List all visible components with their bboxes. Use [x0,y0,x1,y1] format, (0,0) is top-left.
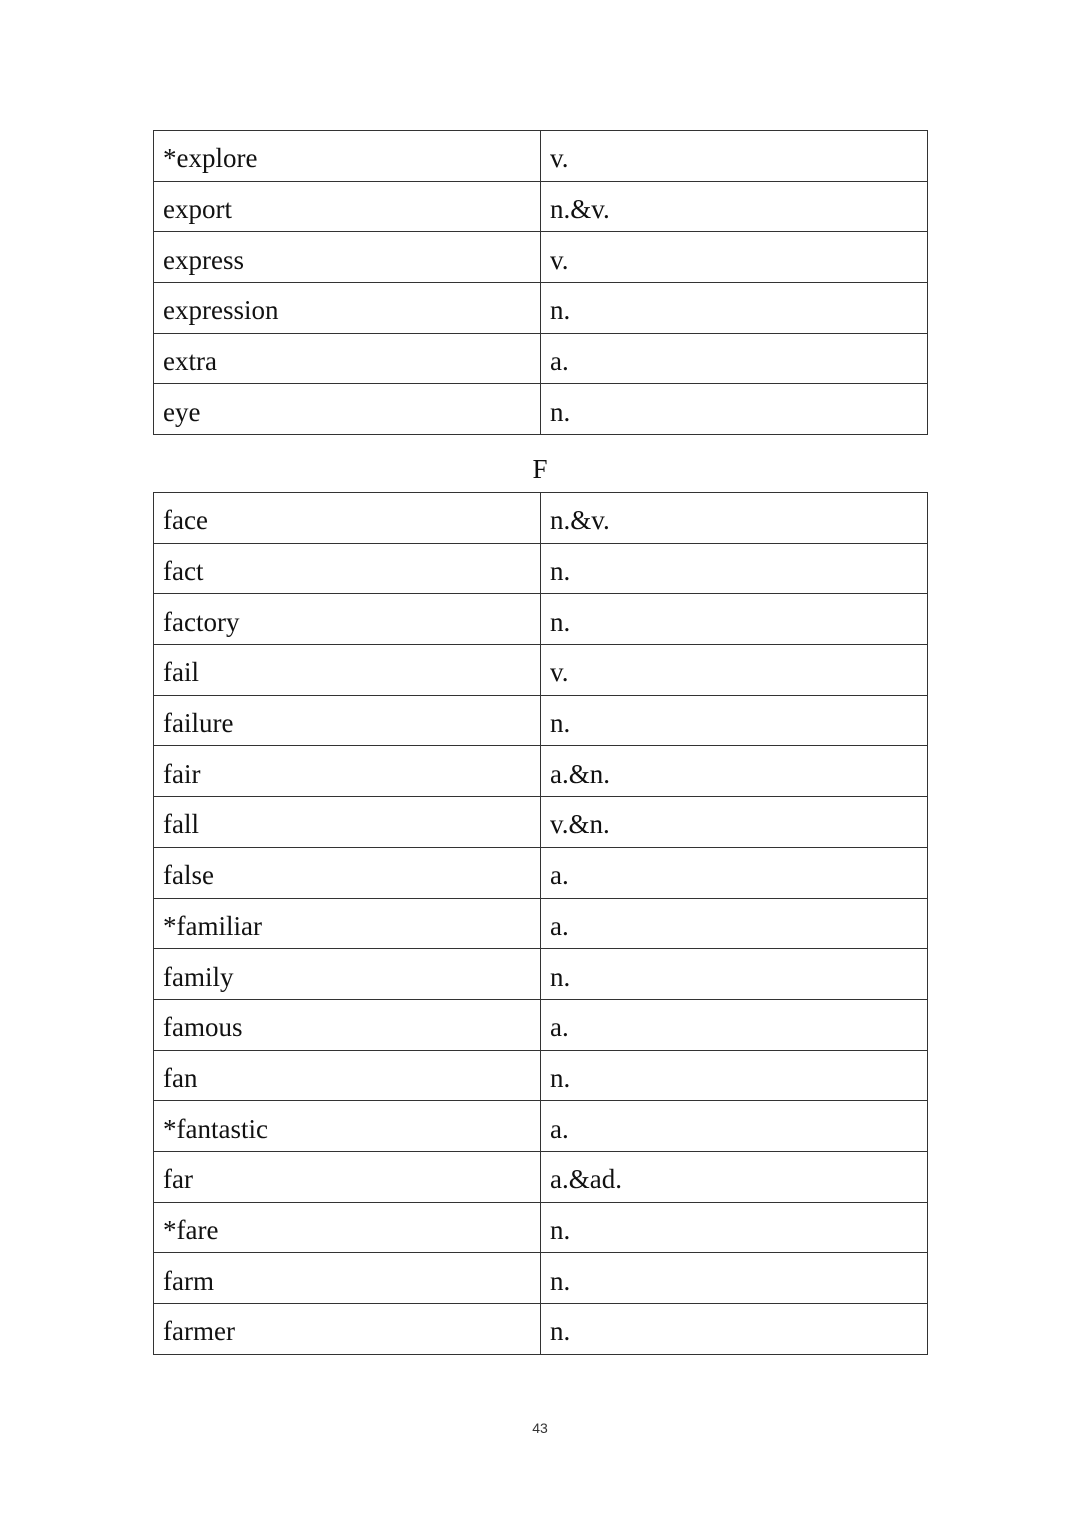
word-cell [154,1253,541,1304]
part-of-speech-cell [541,898,928,949]
part-of-speech-cell [541,746,928,797]
word-text: farmer [163,1316,235,1347]
table-row [154,1202,928,1253]
part-of-speech-text: n. [550,556,571,587]
part-of-speech-text: n.&v. [550,505,610,536]
word-cell [154,999,541,1050]
part-of-speech-cell [541,131,928,182]
table-row [154,384,928,435]
word-cell [154,1202,541,1253]
word-text: fact [163,556,204,587]
part-of-speech-cell [541,1050,928,1101]
part-of-speech-text: n. [550,606,571,637]
table-row [154,493,928,544]
vocab-table-e-body [154,131,928,435]
table-row [154,1151,928,1202]
vocab-table-f-body [154,493,928,1355]
table-row [154,645,928,696]
part-of-speech-cell [541,949,928,1000]
word-text: extra [163,346,217,377]
word-text: *fantastic [163,1113,268,1144]
part-of-speech-text: a. [550,1113,569,1144]
part-of-speech-cell [541,645,928,696]
word-text: fall [163,809,199,840]
table-row [154,797,928,848]
word-text: farm [163,1265,214,1296]
word-text: fan [163,1062,198,1093]
table-row [154,1050,928,1101]
part-of-speech-cell [541,543,928,594]
part-of-speech-text: a.&ad. [550,1164,622,1195]
word-cell [154,746,541,797]
part-of-speech-text: a. [550,1012,569,1043]
part-of-speech-text: a. [550,346,569,377]
word-text: false [163,860,214,891]
vocab-table-e [153,130,928,435]
word-cell [154,283,541,334]
word-cell [154,797,541,848]
part-of-speech-cell [541,493,928,544]
word-cell [154,131,541,182]
word-text: *familiar [163,910,262,941]
word-text: fail [163,657,199,688]
word-cell [154,1101,541,1152]
table-row [154,695,928,746]
part-of-speech-cell [541,384,928,435]
table-row [154,949,928,1000]
table-row [154,543,928,594]
table-row [154,1253,928,1304]
table-row [154,1101,928,1152]
part-of-speech-cell [541,333,928,384]
word-cell [154,949,541,1000]
section-letter-heading: F [532,454,548,484]
part-of-speech-text: a. [550,910,569,941]
word-text: far [163,1164,193,1195]
table-row [154,746,928,797]
part-of-speech-cell [541,181,928,232]
table-row [154,131,928,182]
word-text: family [163,961,234,992]
word-text: *explore [163,143,258,174]
word-cell [154,594,541,645]
part-of-speech-cell [541,1304,928,1355]
vocab-table-f [153,492,928,1355]
part-of-speech-cell [541,1151,928,1202]
word-text: factory [163,606,240,637]
word-cell [154,1151,541,1202]
part-of-speech-text: v. [550,657,569,688]
part-of-speech-cell [541,1253,928,1304]
part-of-speech-text: v. [550,244,569,275]
word-cell [154,645,541,696]
word-text: eye [163,396,201,427]
part-of-speech-text: n. [550,295,571,326]
table-row [154,847,928,898]
word-cell [154,1050,541,1101]
part-of-speech-text: v.&n. [550,809,610,840]
word-text: express [163,244,244,275]
word-cell [154,898,541,949]
word-text: famous [163,1012,243,1043]
word-cell [154,1304,541,1355]
table-row [154,594,928,645]
word-cell [154,493,541,544]
word-text: expression [163,295,279,326]
part-of-speech-text: a.&n. [550,758,610,789]
part-of-speech-cell [541,999,928,1050]
part-of-speech-cell [541,695,928,746]
part-of-speech-text: n. [550,1062,571,1093]
part-of-speech-cell [541,283,928,334]
part-of-speech-text: n. [550,396,571,427]
part-of-speech-cell [541,594,928,645]
table-row [154,898,928,949]
word-text: face [163,505,208,536]
word-text: fair [163,758,201,789]
table-row [154,1304,928,1355]
table-row [154,333,928,384]
part-of-speech-cell [541,1202,928,1253]
part-of-speech-text: n. [550,1214,571,1245]
part-of-speech-text: a. [550,860,569,891]
word-cell [154,333,541,384]
word-text: export [163,194,232,225]
part-of-speech-cell [541,797,928,848]
part-of-speech-text: n.&v. [550,194,610,225]
table-row [154,283,928,334]
word-cell [154,847,541,898]
part-of-speech-cell [541,847,928,898]
part-of-speech-text: n. [550,961,571,992]
word-text: *fare [163,1214,219,1245]
part-of-speech-text: n. [550,708,571,739]
part-of-speech-cell [541,1101,928,1152]
part-of-speech-text: n. [550,1316,571,1347]
word-cell [154,543,541,594]
part-of-speech-cell [541,232,928,283]
part-of-speech-text: n. [550,1265,571,1296]
table-row [154,181,928,232]
word-cell [154,181,541,232]
word-text: failure [163,708,234,739]
page-number: 43 [532,1420,548,1436]
word-cell [154,384,541,435]
word-cell [154,232,541,283]
table-row [154,232,928,283]
table-row [154,999,928,1050]
word-cell [154,695,541,746]
part-of-speech-text: v. [550,143,569,174]
